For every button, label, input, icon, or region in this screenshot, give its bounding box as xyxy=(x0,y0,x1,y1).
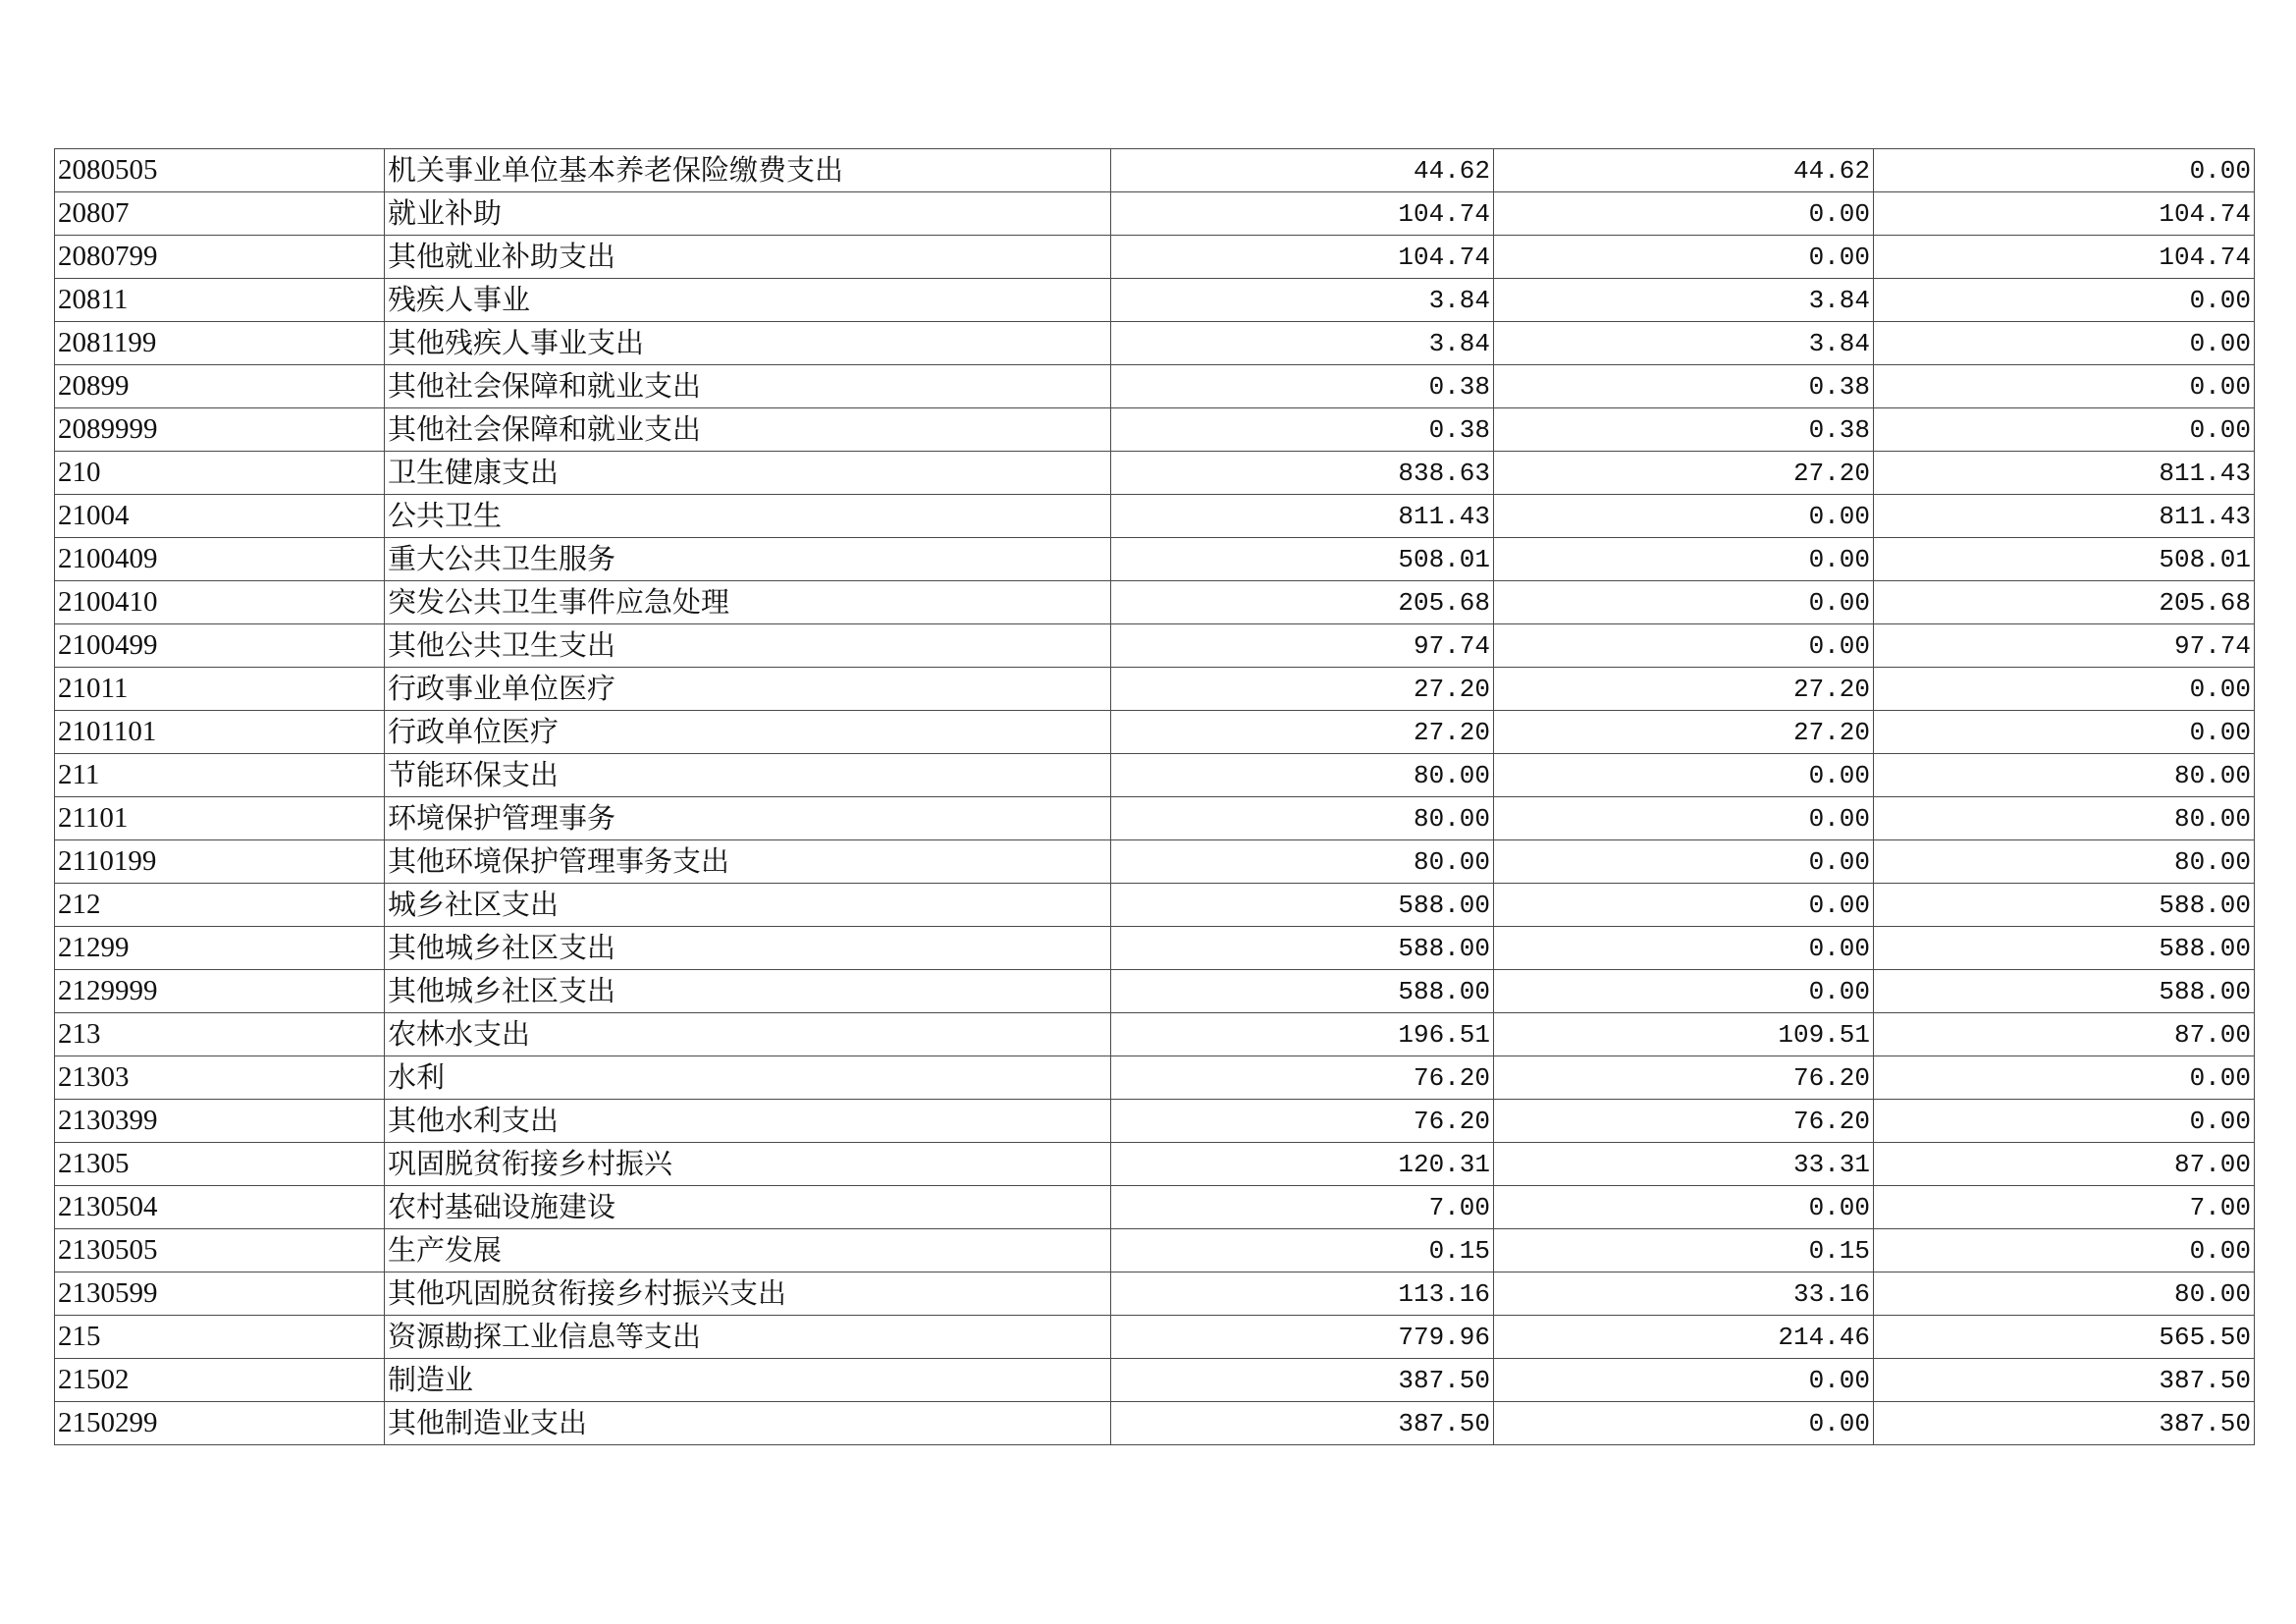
amount-cell: 44.62 xyxy=(1494,149,1874,192)
amount-cell: 0.00 xyxy=(1494,581,1874,624)
amount-cell: 588.00 xyxy=(1874,927,2255,970)
amount-cell: 27.20 xyxy=(1111,711,1494,754)
table-row xyxy=(55,1402,2255,1445)
amount-cell: 0.00 xyxy=(1874,1100,2255,1143)
amount-cell: 7.00 xyxy=(1111,1186,1494,1229)
amount-cell: 87.00 xyxy=(1874,1143,2255,1186)
amount-cell: 44.62 xyxy=(1111,149,1494,192)
item-name-cell: 公共卫生 xyxy=(385,495,1111,538)
code-cell: 215 xyxy=(55,1316,385,1359)
amount-cell: 0.00 xyxy=(1494,1359,1874,1402)
item-name-cell: 农林水支出 xyxy=(385,1013,1111,1056)
code-cell: 2130504 xyxy=(55,1186,385,1229)
amount-cell: 80.00 xyxy=(1874,797,2255,840)
amount-cell: 104.74 xyxy=(1874,192,2255,236)
amount-cell: 27.20 xyxy=(1494,711,1874,754)
amount-cell: 811.43 xyxy=(1111,495,1494,538)
table-row xyxy=(55,797,2255,840)
amount-cell: 3.84 xyxy=(1494,279,1874,322)
item-name-cell: 制造业 xyxy=(385,1359,1111,1402)
amount-cell: 76.20 xyxy=(1111,1056,1494,1100)
code-cell: 210 xyxy=(55,452,385,495)
item-name-cell: 其他残疾人事业支出 xyxy=(385,322,1111,365)
code-cell: 21502 xyxy=(55,1359,385,1402)
amount-cell: 0.00 xyxy=(1874,279,2255,322)
amount-cell: 97.74 xyxy=(1111,624,1494,668)
amount-cell: 387.50 xyxy=(1874,1402,2255,1445)
amount-cell: 27.20 xyxy=(1494,452,1874,495)
code-cell: 2101101 xyxy=(55,711,385,754)
code-cell: 2130599 xyxy=(55,1272,385,1316)
amount-cell: 811.43 xyxy=(1874,452,2255,495)
table-row xyxy=(55,624,2255,668)
amount-cell: 588.00 xyxy=(1874,970,2255,1013)
amount-cell: 387.50 xyxy=(1874,1359,2255,1402)
amount-cell: 0.00 xyxy=(1874,1229,2255,1272)
amount-cell: 387.50 xyxy=(1111,1359,1494,1402)
amount-cell: 0.00 xyxy=(1494,884,1874,927)
amount-cell: 0.00 xyxy=(1494,1186,1874,1229)
table-row xyxy=(55,236,2255,279)
item-name-cell: 其他水利支出 xyxy=(385,1100,1111,1143)
code-cell: 20899 xyxy=(55,365,385,408)
amount-cell: 588.00 xyxy=(1111,970,1494,1013)
amount-cell: 0.15 xyxy=(1111,1229,1494,1272)
item-name-cell: 节能环保支出 xyxy=(385,754,1111,797)
amount-cell: 0.00 xyxy=(1494,538,1874,581)
amount-cell: 80.00 xyxy=(1874,754,2255,797)
code-cell: 2089999 xyxy=(55,408,385,452)
table-row xyxy=(55,192,2255,236)
amount-cell: 0.00 xyxy=(1874,365,2255,408)
amount-cell: 33.16 xyxy=(1494,1272,1874,1316)
amount-cell: 588.00 xyxy=(1874,884,2255,927)
item-name-cell: 其他就业补助支出 xyxy=(385,236,1111,279)
amount-cell: 0.38 xyxy=(1494,408,1874,452)
amount-cell: 0.38 xyxy=(1111,365,1494,408)
amount-cell: 104.74 xyxy=(1111,192,1494,236)
amount-cell: 80.00 xyxy=(1111,754,1494,797)
amount-cell: 214.46 xyxy=(1494,1316,1874,1359)
item-name-cell: 其他社会保障和就业支出 xyxy=(385,408,1111,452)
table-row xyxy=(55,1143,2255,1186)
amount-cell: 27.20 xyxy=(1111,668,1494,711)
table-row xyxy=(55,840,2255,884)
code-cell: 2110199 xyxy=(55,840,385,884)
amount-cell: 387.50 xyxy=(1111,1402,1494,1445)
item-name-cell: 重大公共卫生服务 xyxy=(385,538,1111,581)
code-cell: 20811 xyxy=(55,279,385,322)
amount-cell: 0.00 xyxy=(1494,927,1874,970)
amount-cell: 104.74 xyxy=(1874,236,2255,279)
amount-cell: 27.20 xyxy=(1494,668,1874,711)
item-name-cell: 机关事业单位基本养老保险缴费支出 xyxy=(385,149,1111,192)
amount-cell: 508.01 xyxy=(1111,538,1494,581)
item-name-cell: 其他城乡社区支出 xyxy=(385,970,1111,1013)
table-row xyxy=(55,581,2255,624)
item-name-cell: 卫生健康支出 xyxy=(385,452,1111,495)
item-name-cell: 就业补助 xyxy=(385,192,1111,236)
table-row xyxy=(55,279,2255,322)
item-name-cell: 其他社会保障和就业支出 xyxy=(385,365,1111,408)
amount-cell: 0.00 xyxy=(1874,322,2255,365)
amount-cell: 779.96 xyxy=(1111,1316,1494,1359)
table-row xyxy=(55,1229,2255,1272)
amount-cell: 508.01 xyxy=(1874,538,2255,581)
item-name-cell: 农村基础设施建设 xyxy=(385,1186,1111,1229)
item-name-cell: 其他公共卫生支出 xyxy=(385,624,1111,668)
code-cell: 21299 xyxy=(55,927,385,970)
amount-cell: 0.00 xyxy=(1874,668,2255,711)
code-cell: 2129999 xyxy=(55,970,385,1013)
amount-cell: 3.84 xyxy=(1494,322,1874,365)
item-name-cell: 行政事业单位医疗 xyxy=(385,668,1111,711)
table-row xyxy=(55,1100,2255,1143)
amount-cell: 565.50 xyxy=(1874,1316,2255,1359)
amount-cell: 3.84 xyxy=(1111,279,1494,322)
amount-cell: 113.16 xyxy=(1111,1272,1494,1316)
amount-cell: 104.74 xyxy=(1111,236,1494,279)
table-row xyxy=(55,1359,2255,1402)
amount-cell: 76.20 xyxy=(1494,1056,1874,1100)
code-cell: 2100410 xyxy=(55,581,385,624)
amount-cell: 0.00 xyxy=(1874,149,2255,192)
code-cell: 20807 xyxy=(55,192,385,236)
table-row xyxy=(55,1056,2255,1100)
code-cell: 212 xyxy=(55,884,385,927)
code-cell: 211 xyxy=(55,754,385,797)
amount-cell: 0.00 xyxy=(1494,1402,1874,1445)
table-row xyxy=(55,754,2255,797)
amount-cell: 0.00 xyxy=(1494,840,1874,884)
code-cell: 21011 xyxy=(55,668,385,711)
amount-cell: 0.38 xyxy=(1494,365,1874,408)
table-row xyxy=(55,970,2255,1013)
table-row xyxy=(55,538,2255,581)
table-row xyxy=(55,884,2255,927)
item-name-cell: 残疾人事业 xyxy=(385,279,1111,322)
amount-cell: 120.31 xyxy=(1111,1143,1494,1186)
table-row xyxy=(55,927,2255,970)
table-row xyxy=(55,1272,2255,1316)
table-row xyxy=(55,668,2255,711)
amount-cell: 33.31 xyxy=(1494,1143,1874,1186)
amount-cell: 0.00 xyxy=(1874,711,2255,754)
code-cell: 21303 xyxy=(55,1056,385,1100)
item-name-cell: 巩固脱贫衔接乡村振兴 xyxy=(385,1143,1111,1186)
code-cell: 2130505 xyxy=(55,1229,385,1272)
item-name-cell: 生产发展 xyxy=(385,1229,1111,1272)
amount-cell: 588.00 xyxy=(1111,884,1494,927)
amount-cell: 0.00 xyxy=(1874,408,2255,452)
amount-cell: 0.00 xyxy=(1494,495,1874,538)
table-row xyxy=(55,452,2255,495)
table-row xyxy=(55,365,2255,408)
item-name-cell: 其他制造业支出 xyxy=(385,1402,1111,1445)
amount-cell: 76.20 xyxy=(1494,1100,1874,1143)
amount-cell: 196.51 xyxy=(1111,1013,1494,1056)
expenditure-table xyxy=(54,148,2255,1445)
table-row xyxy=(55,495,2255,538)
amount-cell: 0.00 xyxy=(1494,970,1874,1013)
amount-cell: 0.00 xyxy=(1874,1056,2255,1100)
code-cell: 2080505 xyxy=(55,149,385,192)
code-cell: 2130399 xyxy=(55,1100,385,1143)
amount-cell: 838.63 xyxy=(1111,452,1494,495)
amount-cell: 205.68 xyxy=(1111,581,1494,624)
item-name-cell: 资源勘探工业信息等支出 xyxy=(385,1316,1111,1359)
amount-cell: 80.00 xyxy=(1111,797,1494,840)
code-cell: 21101 xyxy=(55,797,385,840)
table-row xyxy=(55,711,2255,754)
code-cell: 2081199 xyxy=(55,322,385,365)
table-row xyxy=(55,1013,2255,1056)
table-row xyxy=(55,1186,2255,1229)
amount-cell: 205.68 xyxy=(1874,581,2255,624)
amount-cell: 0.00 xyxy=(1494,236,1874,279)
item-name-cell: 其他环境保护管理事务支出 xyxy=(385,840,1111,884)
amount-cell: 811.43 xyxy=(1874,495,2255,538)
amount-cell: 80.00 xyxy=(1874,840,2255,884)
amount-cell: 3.84 xyxy=(1111,322,1494,365)
item-name-cell: 环境保护管理事务 xyxy=(385,797,1111,840)
amount-cell: 80.00 xyxy=(1874,1272,2255,1316)
amount-cell: 0.00 xyxy=(1494,797,1874,840)
amount-cell: 80.00 xyxy=(1111,840,1494,884)
amount-cell: 87.00 xyxy=(1874,1013,2255,1056)
amount-cell: 0.38 xyxy=(1111,408,1494,452)
code-cell: 213 xyxy=(55,1013,385,1056)
amount-cell: 7.00 xyxy=(1874,1186,2255,1229)
item-name-cell: 水利 xyxy=(385,1056,1111,1100)
amount-cell: 0.15 xyxy=(1494,1229,1874,1272)
amount-cell: 588.00 xyxy=(1111,927,1494,970)
item-name-cell: 突发公共卫生事件应急处理 xyxy=(385,581,1111,624)
item-name-cell: 行政单位医疗 xyxy=(385,711,1111,754)
code-cell: 2080799 xyxy=(55,236,385,279)
amount-cell: 0.00 xyxy=(1494,624,1874,668)
table-row xyxy=(55,408,2255,452)
code-cell: 21305 xyxy=(55,1143,385,1186)
code-cell: 21004 xyxy=(55,495,385,538)
item-name-cell: 城乡社区支出 xyxy=(385,884,1111,927)
table-body xyxy=(55,149,2255,1445)
amount-cell: 76.20 xyxy=(1111,1100,1494,1143)
table-row xyxy=(55,149,2255,192)
amount-cell: 97.74 xyxy=(1874,624,2255,668)
code-cell: 2100499 xyxy=(55,624,385,668)
amount-cell: 0.00 xyxy=(1494,192,1874,236)
table-row xyxy=(55,1316,2255,1359)
amount-cell: 0.00 xyxy=(1494,754,1874,797)
item-name-cell: 其他巩固脱贫衔接乡村振兴支出 xyxy=(385,1272,1111,1316)
amount-cell: 109.51 xyxy=(1494,1013,1874,1056)
table-row xyxy=(55,322,2255,365)
code-cell: 2150299 xyxy=(55,1402,385,1445)
item-name-cell: 其他城乡社区支出 xyxy=(385,927,1111,970)
code-cell: 2100409 xyxy=(55,538,385,581)
